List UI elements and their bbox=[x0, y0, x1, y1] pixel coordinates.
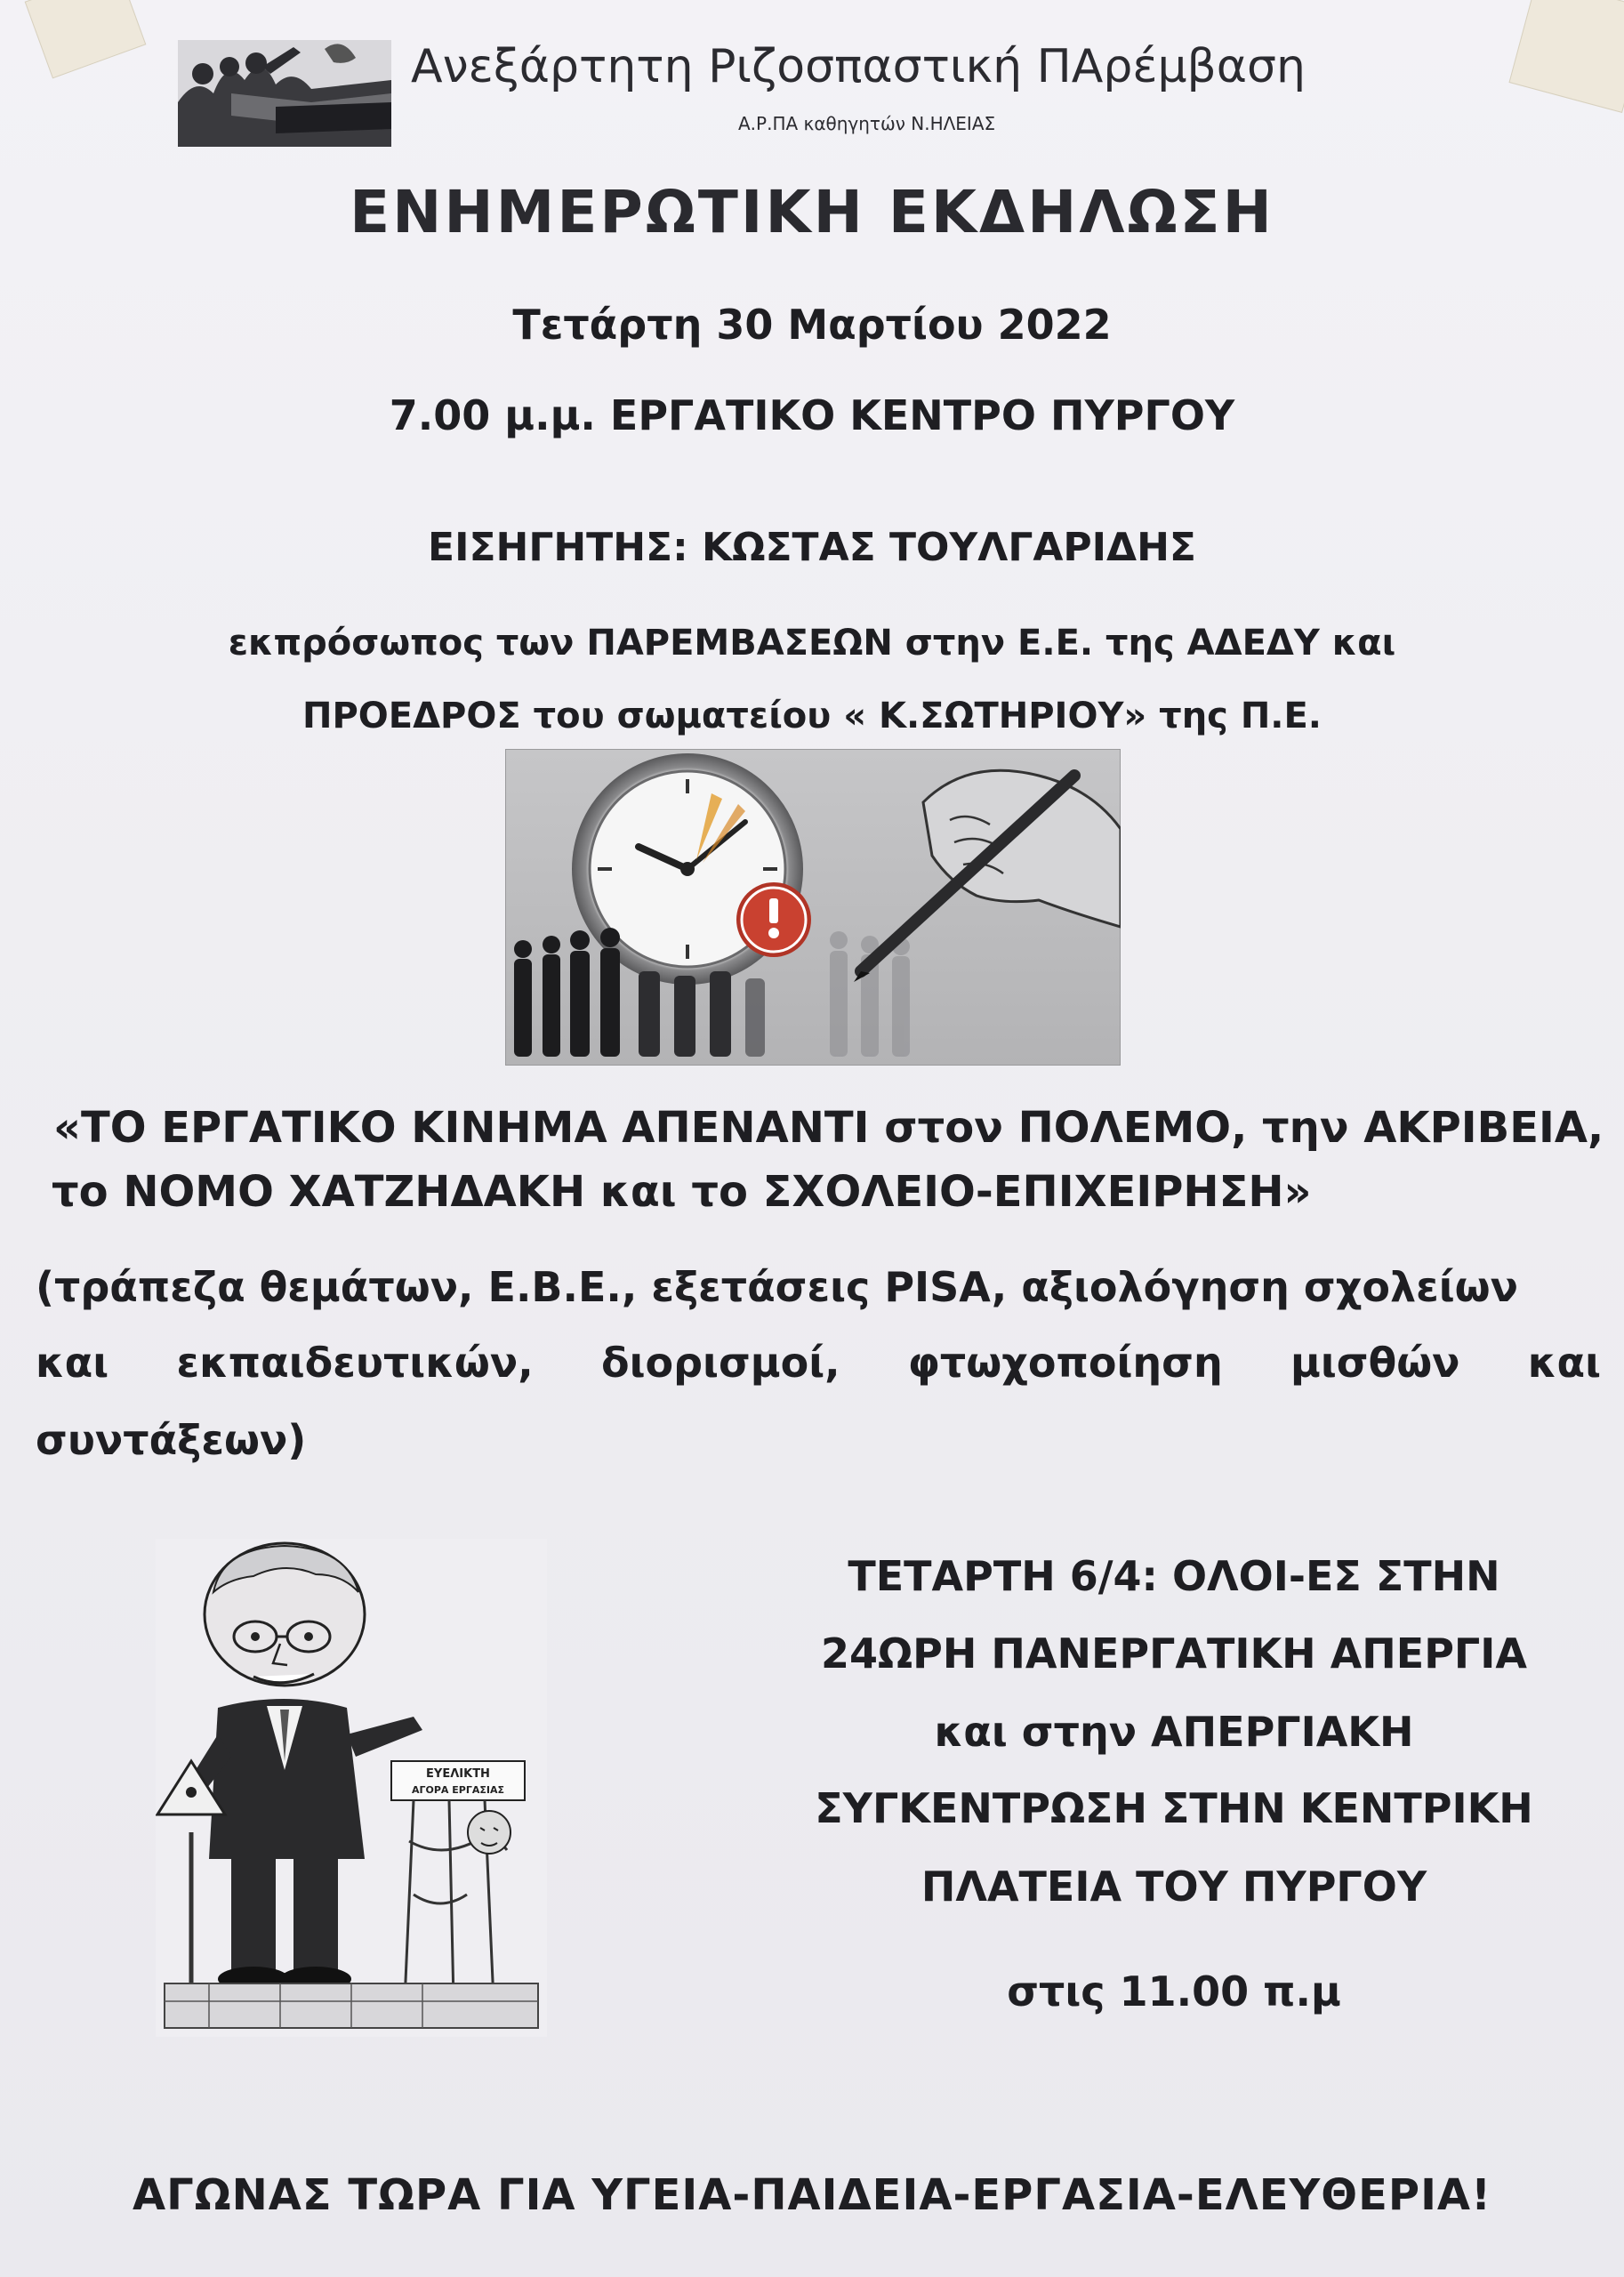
strike-line1: ΤΕΤΑΡΤΗ 6/4: ΟΛΟΙ-ΕΣ ΣΤΗΝ bbox=[848, 1552, 1500, 1600]
speaker-role-line1: εκπρόσωπος των ΠΑΡΕΜΒΑΣΕΩΝ στην Ε.Ε. της ΑΔΕΔΥ και bbox=[228, 623, 1396, 664]
protest-crowd-logo-icon bbox=[178, 40, 391, 147]
poster-header bbox=[178, 31, 1441, 147]
topics-word: και bbox=[36, 1339, 109, 1387]
topics-line2 bbox=[36, 1339, 1601, 1387]
strike-line4: ΣΥΓΚΕΝΤΡΩΣΗ ΣΤΗΝ ΚΕΝΤΡΙΚΗ bbox=[815, 1784, 1533, 1832]
topics-word: φτωχοποίηση bbox=[907, 1339, 1223, 1387]
cartoon-sign-line1: ΕΥΕΛΙΚΤΗ bbox=[426, 1767, 490, 1781]
topics-word: διορισμοί, bbox=[600, 1339, 840, 1387]
event-date: Τετάρτη 30 Μαρτίου 2022 bbox=[512, 301, 1112, 349]
topics-word: μισθών bbox=[1290, 1339, 1460, 1387]
event-place: 7.00 μ.μ. ΕΡΓΑΤΙΚΟ ΚΕΝΤΡΟ ΠΥΡΓΟΥ bbox=[389, 391, 1235, 439]
footer-slogan: ΑΓΩΝΑΣ ΤΩΡΑ ΓΙΑ ΥΓΕΙΑ-ΠΑΙΔΕΙΑ-ΕΡΓΑΣΙΑ-ΕΛΕΥΘΕΡΙΑ! bbox=[133, 2170, 1491, 2220]
event-title: ΕΝΗΜΕΡΩΤΙΚΗ ΕΚΔΗΛΩΣΗ bbox=[350, 178, 1274, 246]
topics-line3: συντάξεων) bbox=[36, 1416, 307, 1464]
strike-line5: ΠΛΑΤΕΙΑ ΤΟΥ ΠΥΡΓΟΥ bbox=[921, 1863, 1427, 1911]
organization-subtitle: Α.Ρ.ΠΑ καθηγητών Ν.ΗΛΕΙΑΣ bbox=[738, 113, 996, 134]
speaker-role-line2: ΠΡΟΕΔΡΟΣ του σωματείου « Κ.ΣΩΤΗΡΙΟΥ» της Π.Ε. bbox=[301, 696, 1323, 736]
topics-word: εκπαιδευτικών, bbox=[176, 1339, 534, 1387]
strike-line3: και στην ΑΠΕΡΓΙΑΚΗ bbox=[934, 1708, 1414, 1756]
slogan-line2: το ΝΟΜΟ ΧΑΤΖΗΔΑΚΗ και το ΣΧΟΛΕΙΟ-ΕΠΙΧΕΙΡΗΣΗ» bbox=[52, 1167, 1312, 1217]
slogan-line1: «ΤΟ ΕΡΓΑΤΙΚΟ ΚΙΝΗΜΑ ΑΠΕΝΑΝΤΙ στον ΠΟΛΕΜΟ, την ΑΚΡΙΒΕΙΑ, bbox=[53, 1103, 1604, 1153]
strike-time: στις 11.00 π.μ bbox=[1007, 1967, 1341, 2016]
cartoon-sign-line2: ΑΓΟΡΑ ΕΡΓΑΣΙΑΣ bbox=[411, 1784, 505, 1796]
strike-line2: 24ΩΡΗ ΠΑΝΕΡΓΑΤΙΚΗ ΑΠΕΡΓΙΑ bbox=[821, 1629, 1527, 1678]
clock-workers-queue-icon bbox=[505, 749, 1121, 1066]
topics-word: και bbox=[1527, 1339, 1601, 1387]
caricature-cartoon-icon bbox=[156, 1539, 547, 2037]
organization-name: Ανεξάρτητη Ριζοσπαστική ΠΑρέμβαση bbox=[411, 40, 1306, 93]
event-speaker: ΕΙΣΗΓΗΤΗΣ: ΚΩΣΤΑΣ ΤΟΥΛΓΑΡΙΔΗΣ bbox=[428, 525, 1196, 570]
topics-line1: (τράπεζα θεμάτων, Ε.Β.Ε., εξετάσεις PISA, αξιολόγηση σχολείων bbox=[36, 1263, 1518, 1311]
